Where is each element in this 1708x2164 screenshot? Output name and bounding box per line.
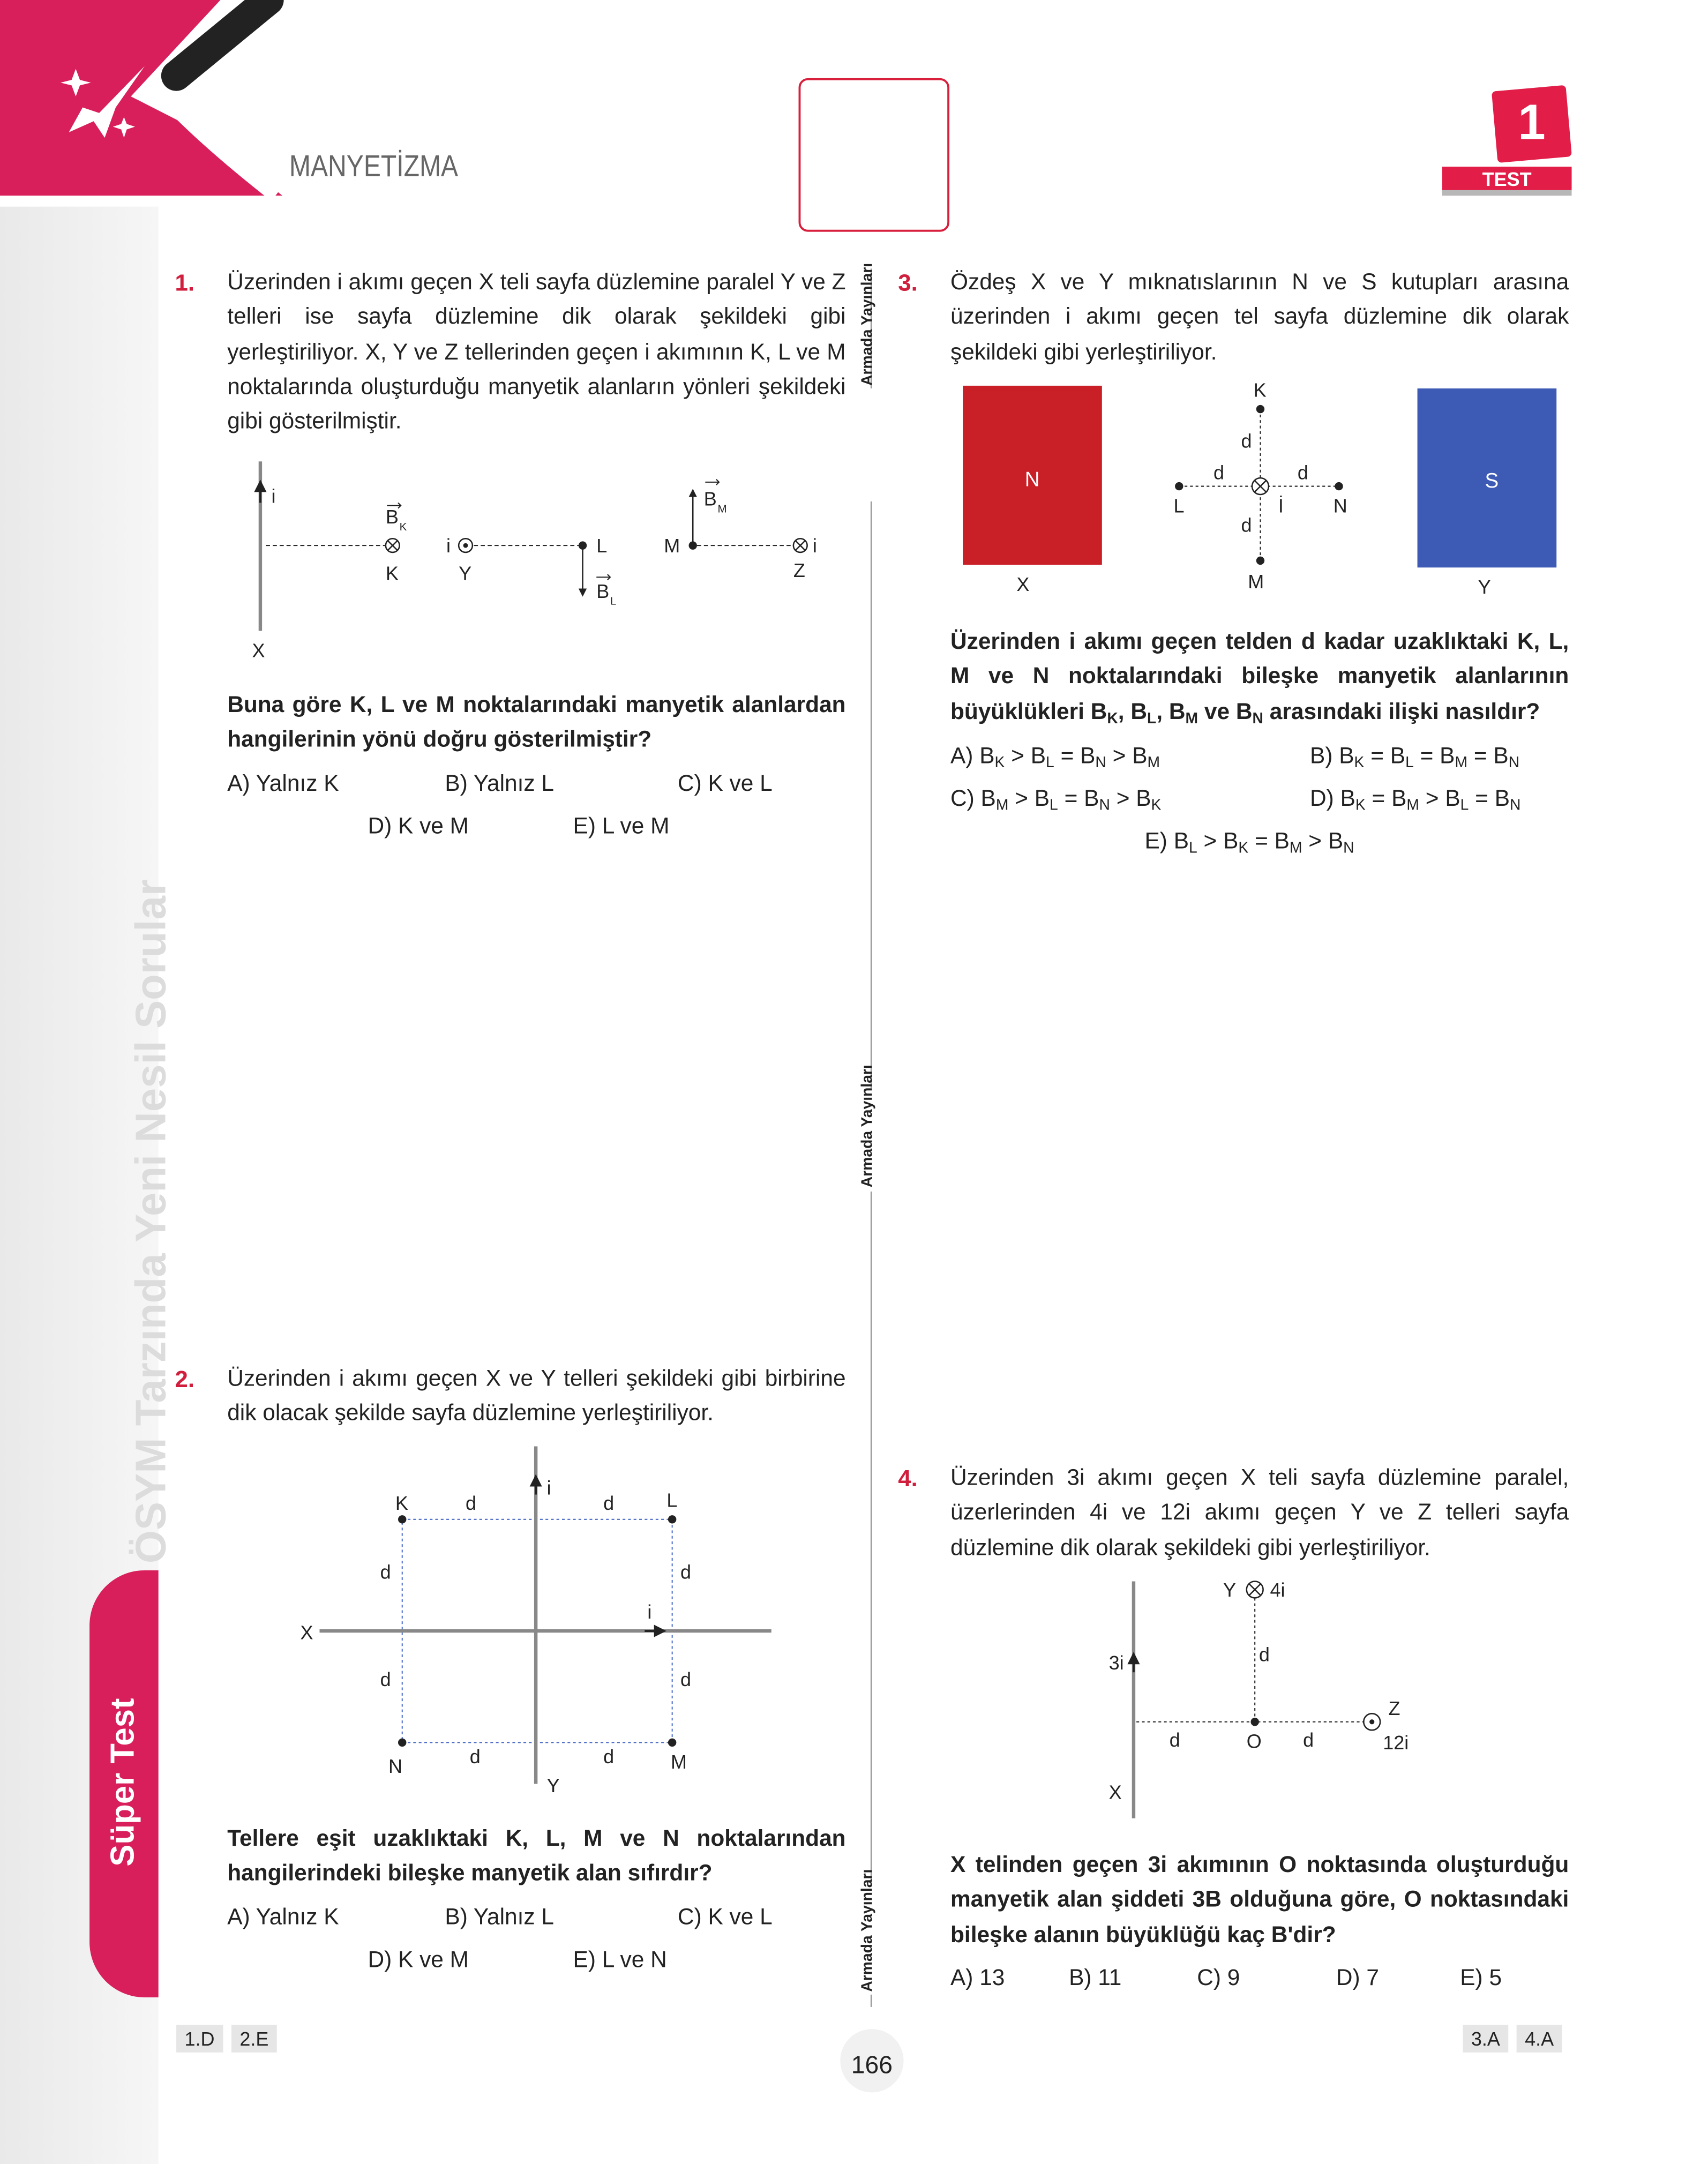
option-a[interactable]: A) 13 (950, 1965, 1005, 1991)
option-d[interactable]: D) 7 (1336, 1965, 1380, 1991)
option-b[interactable]: B) Yalnız L (445, 1905, 555, 1930)
question-text: Üzerinden i akımı geçen X teli sayfa düzlemine paralel Y ve Z telleri ise sayfa düzlemine dik olarak şekildeki gibi yerleştiriliyor. X, Y ve Z tellerinden geçen i akımının K, L ve M noktalarında oluşturduğu manyetik alanların yönleri şekildeki gibi gösterilmiştir. (227, 269, 846, 435)
svg-text:İ: İ (1278, 495, 1284, 517)
option-e[interactable]: E) L ve M (573, 814, 670, 839)
test-number: 1 (1518, 93, 1546, 151)
question-text: Üzerinden i akımı geçen X ve Y telleri şekildeki gibi birbirine dik olacak şekilde sayfa düzlemine yerleştiriliyor. (227, 1366, 846, 1426)
svg-text:L: L (666, 1489, 678, 1511)
svg-text:N: N (388, 1755, 403, 1777)
svg-text:d: d (1241, 430, 1252, 452)
option-c[interactable]: C) K ve L (677, 771, 773, 797)
answer-key: 2.E (231, 2025, 277, 2052)
svg-text:d: d (603, 1492, 615, 1514)
svg-text:d: d (380, 1561, 391, 1583)
svg-text:M: M (717, 503, 727, 515)
svg-text:d: d (469, 1745, 481, 1768)
svg-text:S: S (1485, 469, 1499, 493)
question-text: Üzerinden 3i akımı geçen X teli sayfa düzlemine paralel, üzerlerinden 4i ve 12i akımı geçen Y ve Z telleri sayfa düzlemine dik olarak şekildeki gibi yerleştiriliyor. (950, 1465, 1569, 1560)
svg-text:M: M (671, 1751, 687, 1773)
section-title: MANYETİZMA (289, 148, 459, 183)
publisher-logo: Armada Yayınları (859, 1065, 877, 1188)
figure-1 (260, 461, 807, 631)
option-b[interactable]: B) Yalnız L (445, 771, 555, 797)
option-c[interactable]: C) K ve L (677, 1905, 773, 1930)
question-prompt: X telinden geçen 3i akımının O noktasında oluşturduğu manyetik alan şiddeti 3B olduğuna göre, O noktasındaki bileşke alanın büyüklüğü kaç B'dir? (950, 1852, 1569, 1948)
svg-text:i: i (812, 534, 817, 557)
svg-text:d: d (465, 1492, 477, 1514)
svg-text:Y: Y (546, 1774, 560, 1796)
question-text: Özdeş X ve Y mıknatıslarının N ve S kutupları arasına üzerinden i akımı geçen tel sayfa düzlemine dik olarak şekildeki gibi yerleştiriliyor. (950, 269, 1569, 365)
svg-text:3i: 3i (1108, 1652, 1124, 1674)
question-number: 2. (175, 1366, 194, 1393)
option-c[interactable]: C) 9 (1197, 1965, 1240, 1991)
question-prompt: Üzerinden i akımı geçen telden d kadar uzaklıktaki K, L, M ve N noktalarındaki bileşke manyetik alanlarının büyüklükleri $B_K$, $B_L$, $B_M$ ve $B_N$ arasındaki ilişki nasıldır? (950, 629, 1569, 727)
svg-text:Y: Y (1478, 576, 1491, 598)
svg-text:d: d (680, 1668, 692, 1690)
svg-text:L: L (1173, 495, 1185, 517)
question-number: 1. (175, 269, 194, 296)
svg-text:X: X (252, 639, 265, 662)
svg-text:Z: Z (1388, 1697, 1400, 1719)
svg-text:i: i (446, 534, 451, 557)
test-label: TEST (1482, 168, 1532, 190)
option-b[interactable]: B) $B_K = B_L = B_M = B_N$ (1310, 744, 1520, 772)
question-number: 4. (898, 1465, 918, 1492)
svg-text:O: O (1246, 1730, 1262, 1753)
publisher-logo: Armada Yayınları (859, 1869, 877, 1992)
svg-text:d: d (1297, 461, 1308, 484)
answer-key: 1.D (176, 2025, 223, 2052)
svg-text:4i: 4i (1270, 1578, 1285, 1601)
svg-text:i: i (271, 485, 276, 507)
svg-text:X: X (300, 1621, 313, 1644)
svg-text:B: B (703, 488, 717, 510)
option-e[interactable]: E) L ve N (573, 1948, 667, 1973)
svg-text:i: i (647, 1600, 652, 1623)
option-e[interactable]: E) 5 (1460, 1965, 1502, 1991)
sidebar-tab-label: Süper Test (104, 1698, 142, 1867)
svg-text:Y: Y (1223, 1578, 1237, 1601)
svg-text:K: K (385, 562, 399, 585)
svg-text:B: B (385, 505, 399, 528)
svg-text:L: L (610, 595, 617, 608)
svg-text:K: K (399, 520, 407, 533)
option-d[interactable]: D) K ve M (368, 814, 469, 839)
svg-text:d: d (1213, 461, 1225, 484)
sidebar-vertical-title: ÖSYM Tarzında Yeni Nesil Sorular (126, 879, 175, 1564)
svg-text:X: X (1016, 573, 1030, 595)
svg-text:i: i (546, 1477, 551, 1499)
svg-text:d: d (1241, 514, 1252, 536)
svg-text:N: N (1024, 468, 1040, 491)
question-prompt: Buna göre K, L ve M noktalarındaki manyetik alanlardan hangilerinin yönü doğru gösterilmiştir? (227, 693, 846, 753)
answer-key: 4.A (1517, 2025, 1562, 2052)
option-d[interactable]: D) K ve M (368, 1948, 469, 1973)
svg-text:Z: Z (793, 559, 805, 582)
question-number: 3. (898, 269, 918, 296)
svg-text:d: d (1169, 1729, 1180, 1751)
option-d[interactable]: D) $B_K = B_M > B_L = B_N$ (1310, 787, 1521, 814)
option-c[interactable]: C) $B_M > B_L = B_N > B_K$ (950, 787, 1162, 814)
svg-text:Y: Y (459, 562, 472, 585)
figure-4 (1134, 1582, 1380, 1818)
svg-text:d: d (603, 1745, 615, 1768)
svg-text:X: X (1108, 1781, 1122, 1803)
question-prompt: Tellere eşit uzaklıktaki K, L, M ve N noktalarından hangilerindeki bileşke manyetik alan sıfırdır? (227, 1826, 846, 1886)
figure-2 (319, 1447, 771, 1784)
svg-text:L: L (596, 534, 608, 557)
svg-text:12i: 12i (1383, 1732, 1409, 1754)
option-a[interactable]: A) $B_K > B_L = B_N > B_M$ (950, 744, 1160, 772)
svg-text:M: M (664, 534, 680, 557)
answer-key: 3.A (1463, 2025, 1508, 2052)
svg-text:B: B (596, 580, 610, 602)
page-number: 166 (851, 2051, 893, 2079)
option-b[interactable]: B) 11 (1069, 1965, 1122, 1991)
option-a[interactable]: A) Yalnız K (227, 1905, 339, 1930)
publisher-logo: Armada Yayınları (859, 263, 877, 386)
svg-text:d: d (680, 1561, 692, 1583)
svg-text:K: K (395, 1492, 408, 1514)
svg-text:N: N (1333, 495, 1347, 517)
figure-3 (1175, 406, 1342, 564)
svg-text:K: K (1253, 379, 1267, 401)
svg-text:d: d (1303, 1729, 1314, 1751)
svg-text:d: d (1258, 1643, 1270, 1666)
svg-text:d: d (380, 1668, 391, 1690)
option-e[interactable]: E) $B_L > B_K = B_M > B_N$ (1144, 829, 1354, 857)
svg-text:M: M (1248, 570, 1264, 593)
option-a[interactable]: A) Yalnız K (227, 771, 339, 797)
